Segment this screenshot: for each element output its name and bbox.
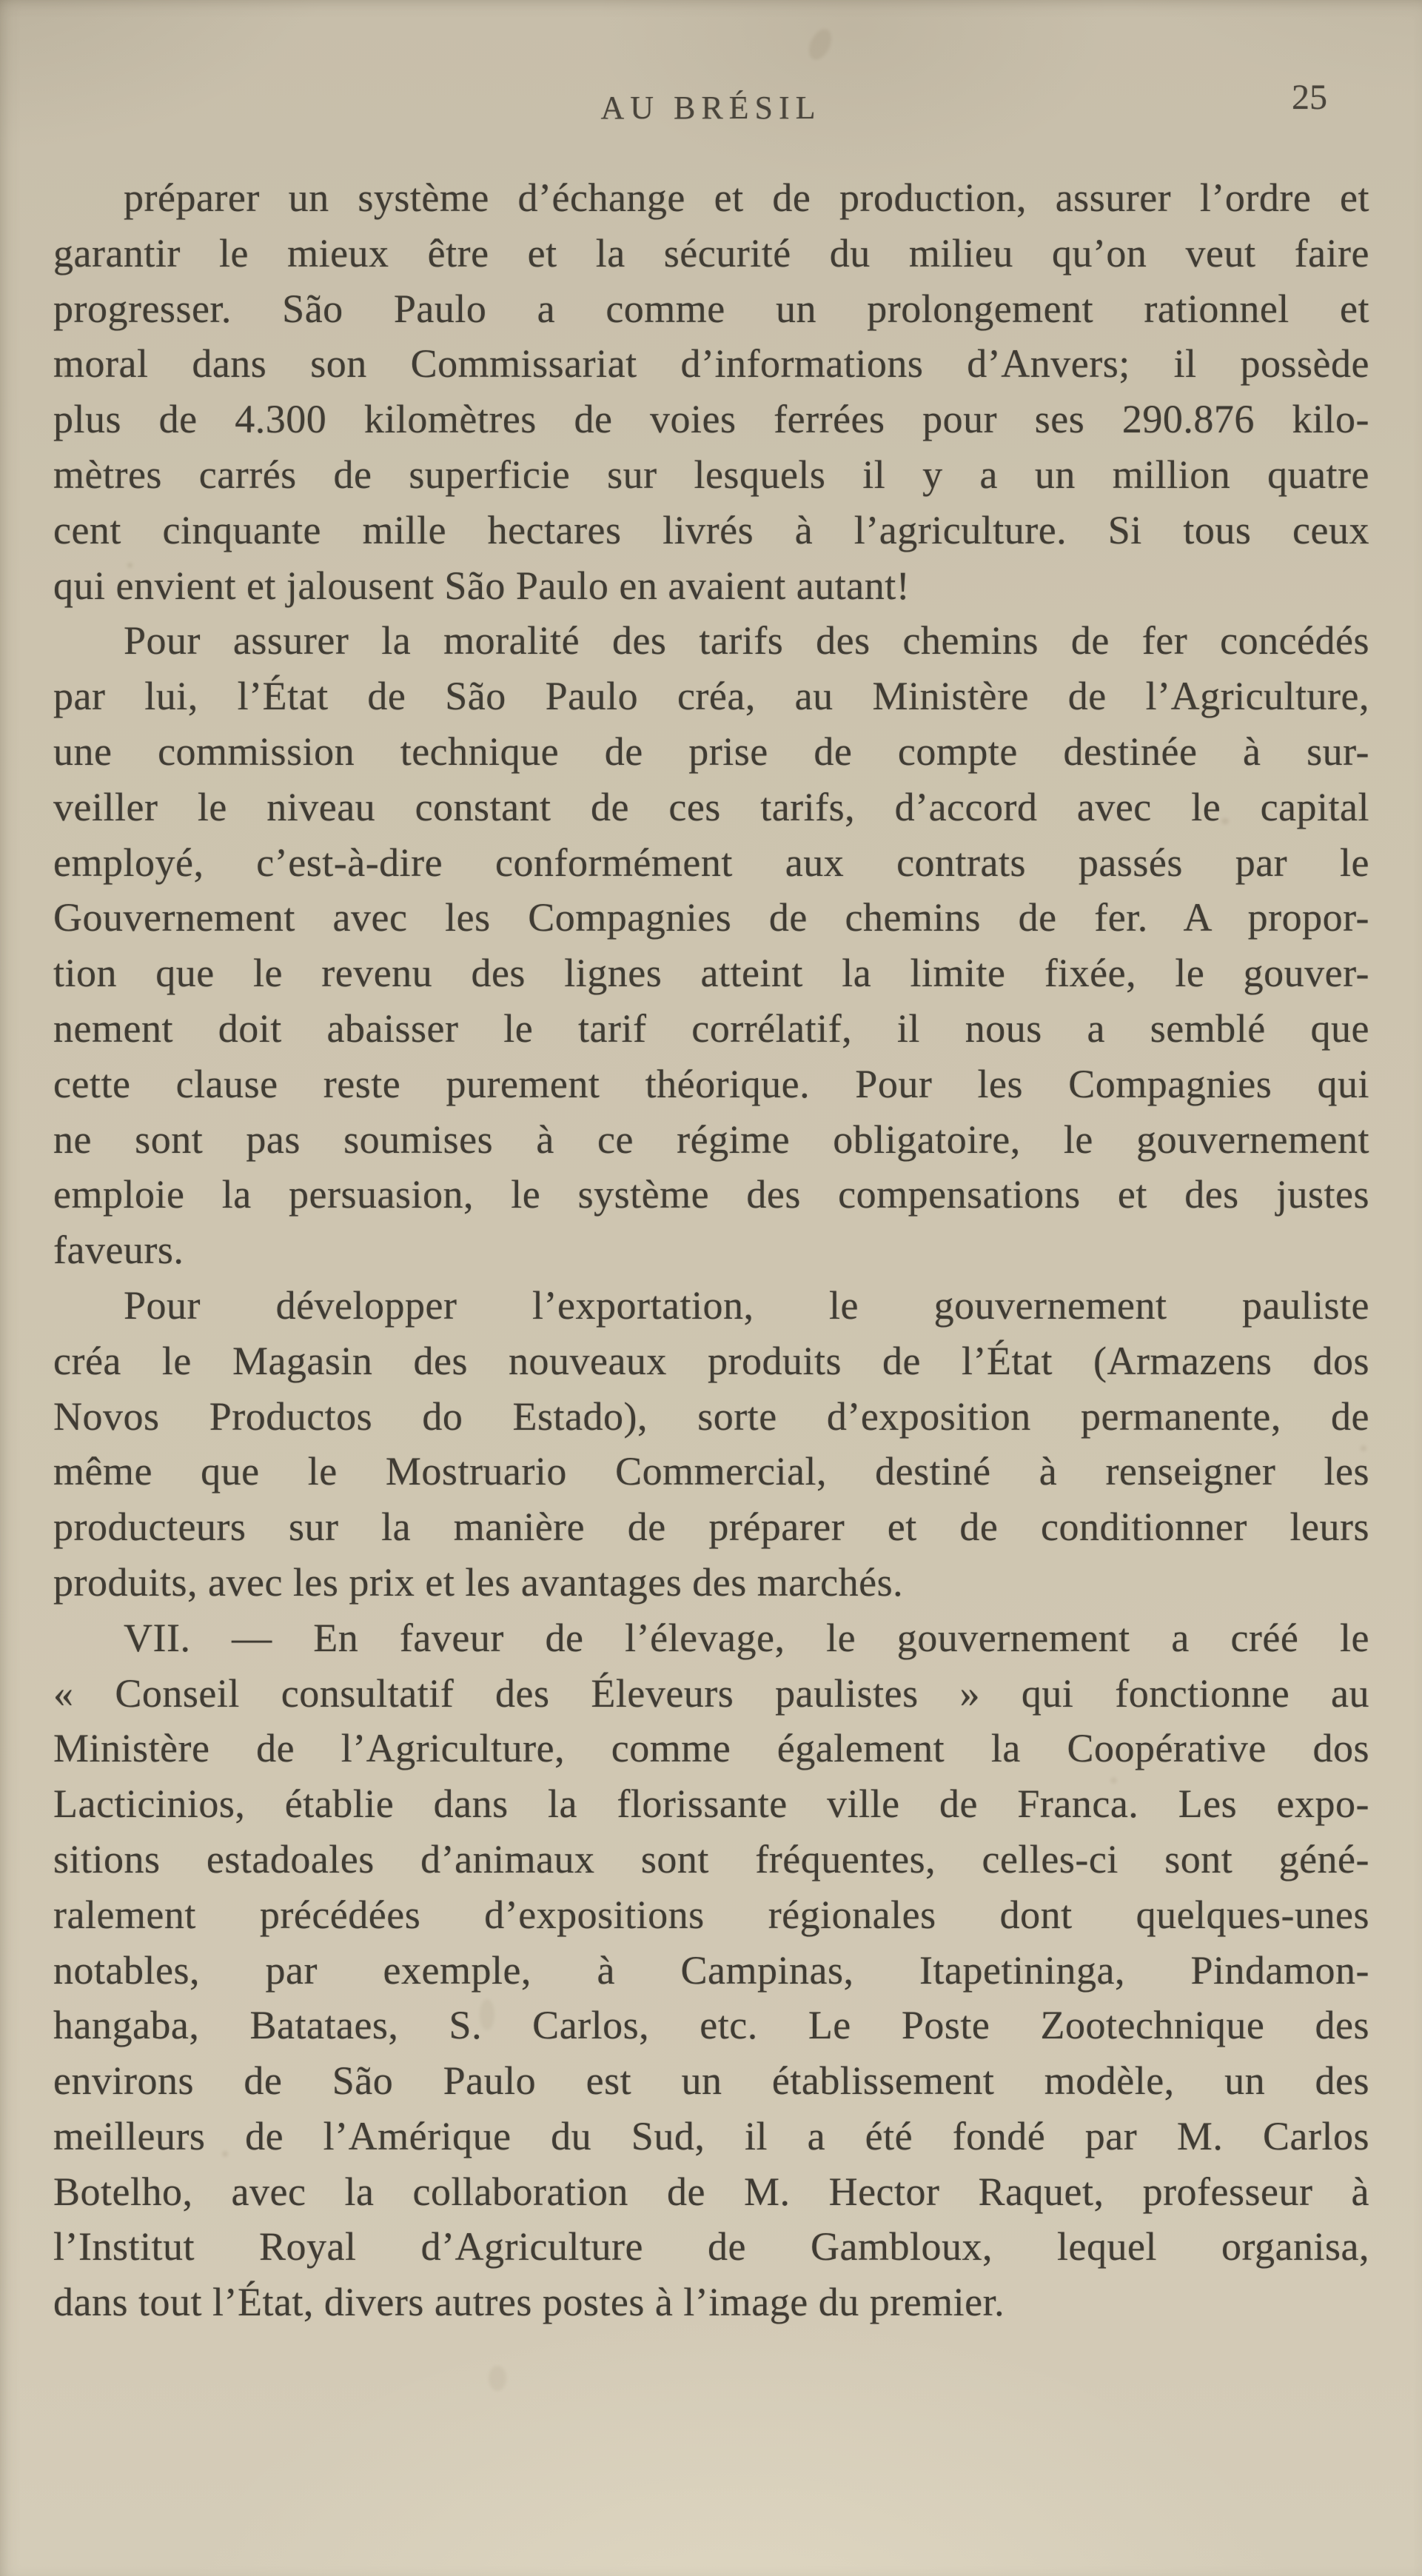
paper-speck	[805, 26, 836, 64]
text-line: produits, avec les prix et les avantages des marchés.	[53, 1559, 904, 1605]
text-line: hangaba, Batataes, S. Carlos, etc. Le Poste Zootechnique des	[53, 2003, 1369, 2048]
text-line: Gouvernement avec les Compagnies de chemins de fer. A propor-	[53, 895, 1369, 940]
paper-speck	[1110, 1777, 1117, 1784]
text-line: moral dans son Commissariat d’informations d’Anvers; il possède	[53, 341, 1369, 387]
text-line: environs de São Paulo est un établissement modèle, un des	[53, 2058, 1369, 2104]
text-line: Pour assurer la moralité des tarifs des chemins de fer concédés	[124, 618, 1369, 663]
paragraph	[53, 170, 1369, 613]
text-line: qui envient et jalousent São Paulo en avaient autant!	[53, 563, 910, 608]
paragraph	[53, 613, 1369, 1278]
text-line: faveurs.	[53, 1228, 184, 1273]
text-line: « Conseil consultatif des Éleveurs paulistes » qui fonctionne au	[53, 1670, 1369, 1716]
text-line: cette clause reste purement théorique. Pour les Compagnies qui	[53, 1061, 1369, 1106]
text-line: ne sont pas soumises à ce régime obligatoire, le gouvernement	[53, 1117, 1369, 1162]
text-line: dans tout l’État, divers autres postes à l’image du premier.	[53, 2280, 1005, 2325]
text-line: notables, par exemple, à Campinas, Itapetininga, Pindamon-	[53, 1947, 1369, 1993]
text-line: plus de 4.300 kilomètres de voies ferrées pour ses 290.876 kilo-	[53, 397, 1369, 442]
paragraph	[53, 1610, 1369, 2330]
running-head: AU BRÉSIL	[600, 90, 822, 126]
text-line: Pour développer l’exportation, le gouvernement pauliste	[124, 1282, 1369, 1328]
text-line: même que le Mostruario Commercial, destiné à renseigner les	[53, 1449, 1369, 1494]
paragraph	[53, 1278, 1369, 1610]
text-line: VII. — En faveur de l’élevage, le gouvernement a créé le	[124, 1615, 1369, 1660]
text-line: ralement précédées d’expositions régionales dont quelques-unes	[53, 1892, 1369, 1937]
text-line: Botelho, avec la collaboration de M. Hector Raquet, professeur à	[53, 2169, 1369, 2214]
text-block	[53, 170, 1369, 2330]
paper-speck	[489, 2366, 506, 2391]
text-line: progresser. São Paulo a comme un prolongement rationnel et	[53, 286, 1369, 331]
paper-speck	[1361, 1445, 1366, 1451]
text-line: mètres carrés de superficie sur lesquels il y a un million quatre	[53, 452, 1369, 497]
text-line: employé, c’est-à-dire conformément aux contrats passés par le	[53, 840, 1369, 885]
text-line: par lui, l’État de São Paulo créa, au Ministère de l’Agriculture,	[53, 674, 1369, 719]
text-line: l’Institut Royal d’Agriculture de Gambloux, lequel organisa,	[53, 2224, 1369, 2269]
text-line: producteurs sur la manière de préparer et de conditionner leurs	[53, 1505, 1369, 1550]
paper-speck	[127, 563, 133, 568]
text-line: une commission technique de prise de compte destinée à sur-	[53, 729, 1369, 774]
text-line: veiller le niveau constant de ces tarifs, d’accord avec le capital	[53, 784, 1369, 829]
text-line: emploie la persuasion, le système des compensations et des justes	[53, 1172, 1369, 1217]
paper-speck	[480, 1999, 494, 2030]
text-line: préparer un système d’échange et de production, assurer l’ordre et	[124, 175, 1369, 220]
text-line: sitions estadoales d’animaux sont fréquentes, celles-ci sont géné-	[53, 1836, 1369, 1881]
text-line: cent cinquante mille hectares livrés à l’agriculture. Si tous ceux	[53, 507, 1369, 552]
page-number: 25	[1292, 78, 1327, 117]
text-line: garantir le mieux être et la sécurité du milieu qu’on veut faire	[53, 230, 1369, 275]
text-line: tion que le revenu des lignes atteint la limite fixée, le gouver-	[53, 951, 1369, 996]
paper-speck	[385, 1200, 395, 1208]
paper-speck	[62, 370, 69, 377]
text-line: créa le Magasin des nouveaux produits de l’État (Armazens dos	[53, 1338, 1369, 1383]
text-line: Ministère de l’Agriculture, comme également la Coopérative dos	[53, 1726, 1369, 1771]
text-line: meilleurs de l’Amérique du Sud, il a été fondé par M. Carlos	[53, 2113, 1369, 2158]
text-line: nement doit abaisser le tarif corrélatif, il nous a semblé que	[53, 1006, 1369, 1051]
paper-speck	[222, 2151, 228, 2157]
paper-speck	[1221, 818, 1229, 824]
text-line: Lacticinios, établie dans la florissante ville de Franca. Les expo-	[53, 1782, 1369, 1827]
text-line: Novos Productos do Estado), sorte d’exposition permanente, de	[53, 1394, 1369, 1439]
